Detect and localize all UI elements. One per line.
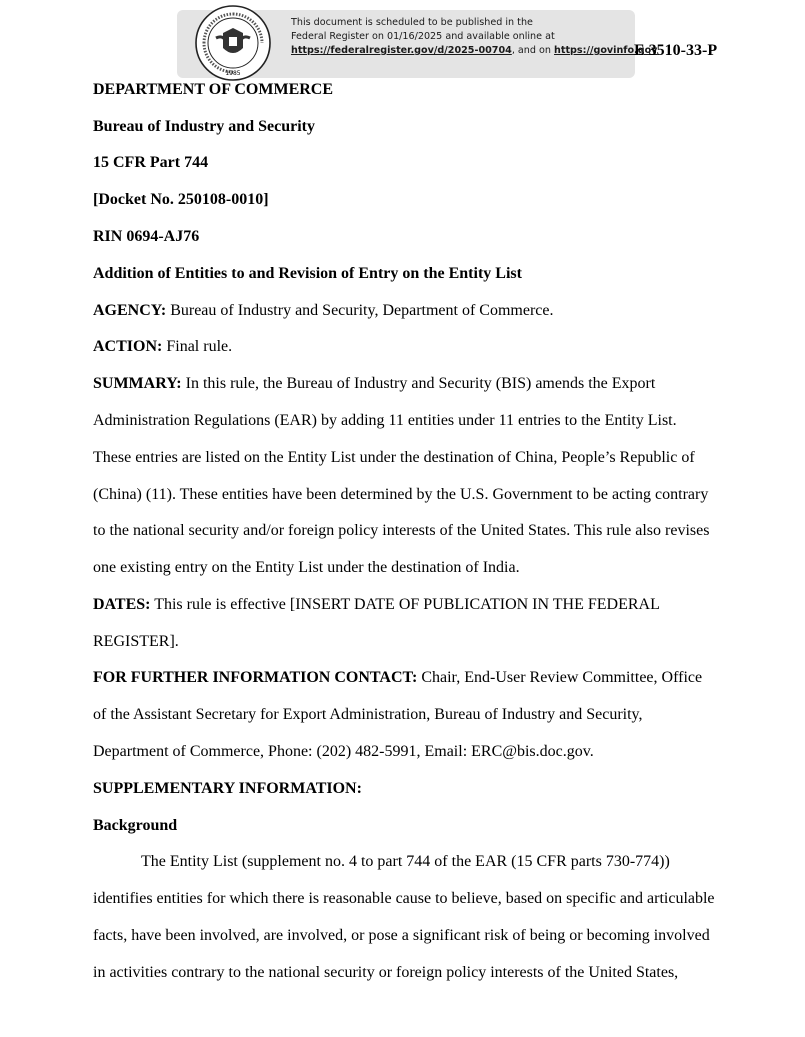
contact-label: FOR FURTHER INFORMATION CONTACT: xyxy=(93,669,418,686)
notice-line-2: Federal Register on 01/16/2025 and available online at xyxy=(291,31,555,42)
dates-text-1: This rule is effective [INSERT DATE OF PUBLICATION IN THE FEDERAL xyxy=(150,596,660,613)
document-title: Addition of Entities to and Revision of Entry on the Entity List xyxy=(93,265,522,282)
agency-label: AGENCY: xyxy=(93,302,167,319)
background-line-1: The Entity List (supplement no. 4 to part 744 of the EAR (15 CFR parts 730-774)) xyxy=(141,853,670,870)
agency-text: Bureau of Industry and Security, Department of Commerce. xyxy=(166,302,554,319)
cfr-heading: 15 CFR Part 744 xyxy=(93,154,209,171)
action-label: ACTION: xyxy=(93,338,163,355)
contact-line-3: Department of Commerce, Phone: (202) 482-5991, Email: ERC@bis.doc.gov. xyxy=(93,743,594,760)
supplementary-heading: SUPPLEMENTARY INFORMATION: xyxy=(93,780,362,797)
summary-line-1 xyxy=(93,374,655,394)
summary-line-5: to the national security and/or foreign policy interests of the United States. This rule also revises xyxy=(93,522,710,539)
contact-line-1 xyxy=(93,668,702,688)
federalregister-link[interactable]: https://federalregister.gov/d/2025-00704 xyxy=(291,45,512,56)
department-heading: DEPARTMENT OF COMMERCE xyxy=(93,81,334,98)
action-text: Final rule. xyxy=(162,338,233,355)
dates-label: DATES: xyxy=(93,596,151,613)
dates-line-2: REGISTER]. xyxy=(93,633,179,650)
link-separator: , and on xyxy=(511,45,555,56)
summary-label: SUMMARY: xyxy=(93,375,182,392)
background-heading: Background xyxy=(93,817,178,834)
docket-heading: [Docket No. 250108-0010] xyxy=(93,191,269,208)
summary-line-3: These entries are listed on the Entity List under the destination of China, People’s Republic of xyxy=(93,449,695,466)
contact-line-2: of the Assistant Secretary for Export Administration, Bureau of Industry and Security, xyxy=(93,706,643,723)
notice-line-3 xyxy=(291,44,657,58)
background-line-4: in activities contrary to the national security or foreign policy interests of the United States, xyxy=(93,964,679,981)
notice-line-1: This document is scheduled to be published in the xyxy=(291,17,533,28)
summary-line-2: Administration Regulations (EAR) by adding 11 entities under 11 entries to the Entity List. xyxy=(93,412,677,429)
background-line-3: facts, have been involved, are involved, or pose a significant risk of being or becoming involved xyxy=(93,927,710,944)
dates-line-1 xyxy=(93,595,660,615)
national-archives-seal xyxy=(194,4,272,82)
govinfo-link[interactable]: https://govinfo.gov xyxy=(554,45,658,56)
agency-line xyxy=(93,301,554,321)
summary-line-4: (China) (11). These entities have been determined by the U.S. Government to be acting contrary xyxy=(93,486,709,503)
publication-notice xyxy=(291,16,657,58)
contact-text-1: Chair, End-User Review Committee, Office xyxy=(417,669,703,686)
billing-code: E 3510-33-P xyxy=(634,42,718,59)
background-line-2: identifies entities for which there is reasonable cause to believe, based on specific and articulable xyxy=(93,890,715,907)
summary-text-1: In this rule, the Bureau of Industry and Security (BIS) amends the Export xyxy=(181,375,656,392)
bureau-heading: Bureau of Industry and Security xyxy=(93,118,315,135)
summary-line-6: one existing entry on the Entity List under the destination of India. xyxy=(93,559,520,576)
rin-heading: RIN 0694-AJ76 xyxy=(93,228,200,245)
seal-year: 1985 xyxy=(225,70,241,77)
action-line xyxy=(93,337,232,357)
